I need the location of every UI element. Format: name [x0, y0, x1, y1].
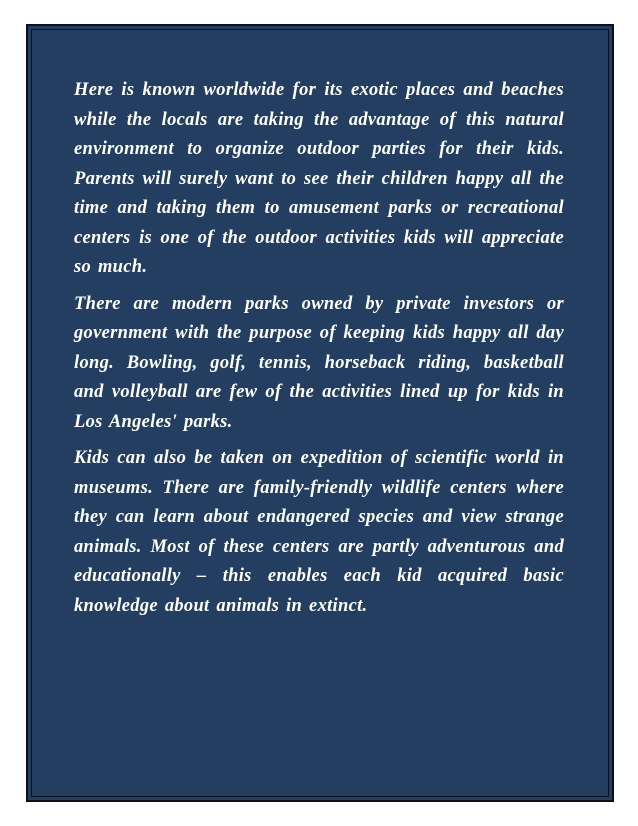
- paragraph-3: Kids can also be taken on expedition of scientific world in museums. There are family-friendly wildlife centers where they can learn about endangered species and view strange animals. Most of these centers are partly adventurous and educationally – this enables each kid acquired basic knowledge about animals in extinct.: [74, 448, 564, 616]
- paragraph-2: There are modern parks owned by private investors or government with the purpose of keeping kids happy all day long. Bowling, golf, tennis, horseback riding, basketball and volleyball are few of the activities lined up for kids in Los Angeles' parks.: [74, 293, 564, 432]
- paragraph-1: Here is known worldwide for its exotic places and beaches while the locals are taking the advantage of this natural environment to organize outdoor parties for their kids. Parents will surely want to see their children happy all the time and taking them to amusement parks or recreational centers is one of the outdoor activities kids will appreciate so much.: [74, 80, 564, 277]
- document-body: [74, 76, 564, 628]
